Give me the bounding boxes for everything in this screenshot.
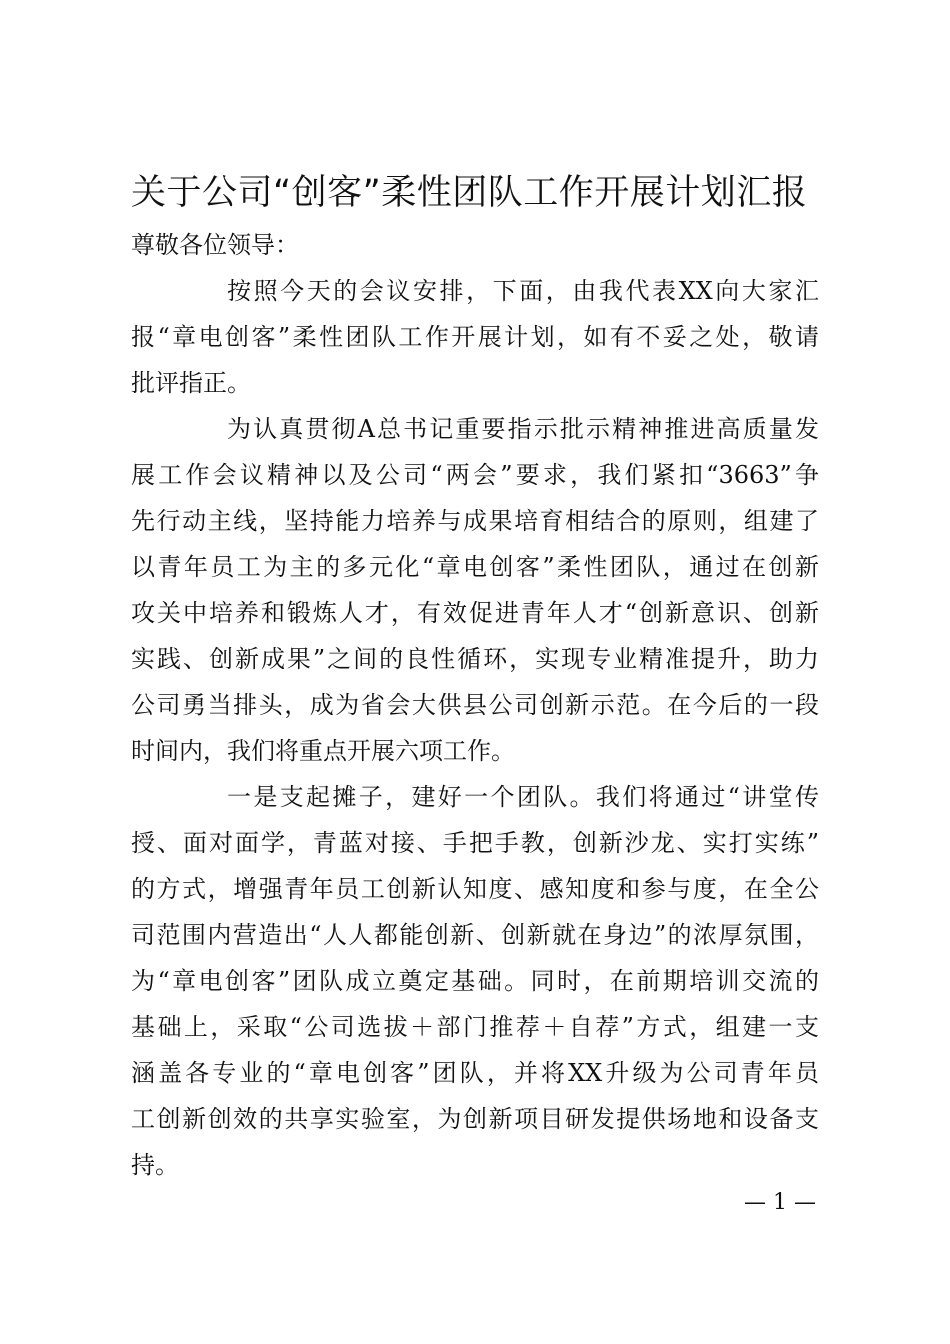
document-title: 关于公司“创客”柔性团队工作开展计划汇报 <box>131 173 808 213</box>
paragraph-line: 工创新创效的共享实验室，为创新项目研发提供场地和设备支 <box>131 1105 819 1133</box>
paragraph-1 <box>131 268 819 406</box>
paragraph-line: 公司勇当排头，成为省会大供县公司创新示范。在今后的一段 <box>131 691 819 719</box>
paragraph-line: 先行动主线，坚持能力培养与成果培育相结合的原则，组建了 <box>131 507 819 535</box>
salutation: 尊敬各位领导： <box>131 231 299 259</box>
paragraph-line: 基础上，采取“公司选拔＋部门推荐＋自荐”方式，组建一支 <box>131 1013 819 1041</box>
paragraph-line: 一是支起摊子，建好一个团队。我们将通过“讲堂传 <box>227 783 819 811</box>
paragraph-line: 实践、创新成果”之间的良性循环，实现专业精准提升，助力 <box>131 645 819 673</box>
paragraph-line: 为认真贯彻A总书记重要指示批示精神推进高质量发 <box>227 415 819 443</box>
paragraph-line: 以青年员工为主的多元化“章电创客”柔性团队，通过在创新 <box>131 553 819 581</box>
paragraph-2 <box>131 406 819 774</box>
paragraph-line: 的方式，增强青年员工创新认知度、感知度和参与度，在全公 <box>131 875 819 903</box>
paragraph-line: 报“章电创客”柔性团队工作开展计划，如有不妥之处，敬请 <box>131 323 819 351</box>
paragraph-line: 攻关中培养和锻炼人才，有效促进青年人才“创新意识、创新 <box>131 599 819 627</box>
paragraph-line: 批评指正。 <box>131 369 251 397</box>
paragraph-line: 按照今天的会议安排，下面，由我代表XX向大家汇 <box>227 277 819 305</box>
paragraph-line: 授、面对面学，青蓝对接、手把手教，创新沙龙、实打实练” <box>131 829 819 857</box>
paragraph-line: 司范围内营造出“人人都能创新、创新就在身边”的浓厚氛围， <box>131 921 819 949</box>
page-number: — 1 — <box>744 1190 816 1215</box>
paragraph-line: 时间内，我们将重点开展六项工作。 <box>131 737 515 765</box>
paragraph-line: 为“章电创客”团队成立奠定基础。同时，在前期培训交流的 <box>131 967 819 995</box>
paragraph-line: 展工作会议精神以及公司“两会”要求，我们紧扣“3663”争 <box>131 461 819 489</box>
paragraph-3 <box>131 774 819 1188</box>
paragraph-line: 涵盖各专业的“章电创客”团队，并将XX升级为公司青年员 <box>131 1059 819 1087</box>
paragraph-line: 持。 <box>131 1151 179 1179</box>
